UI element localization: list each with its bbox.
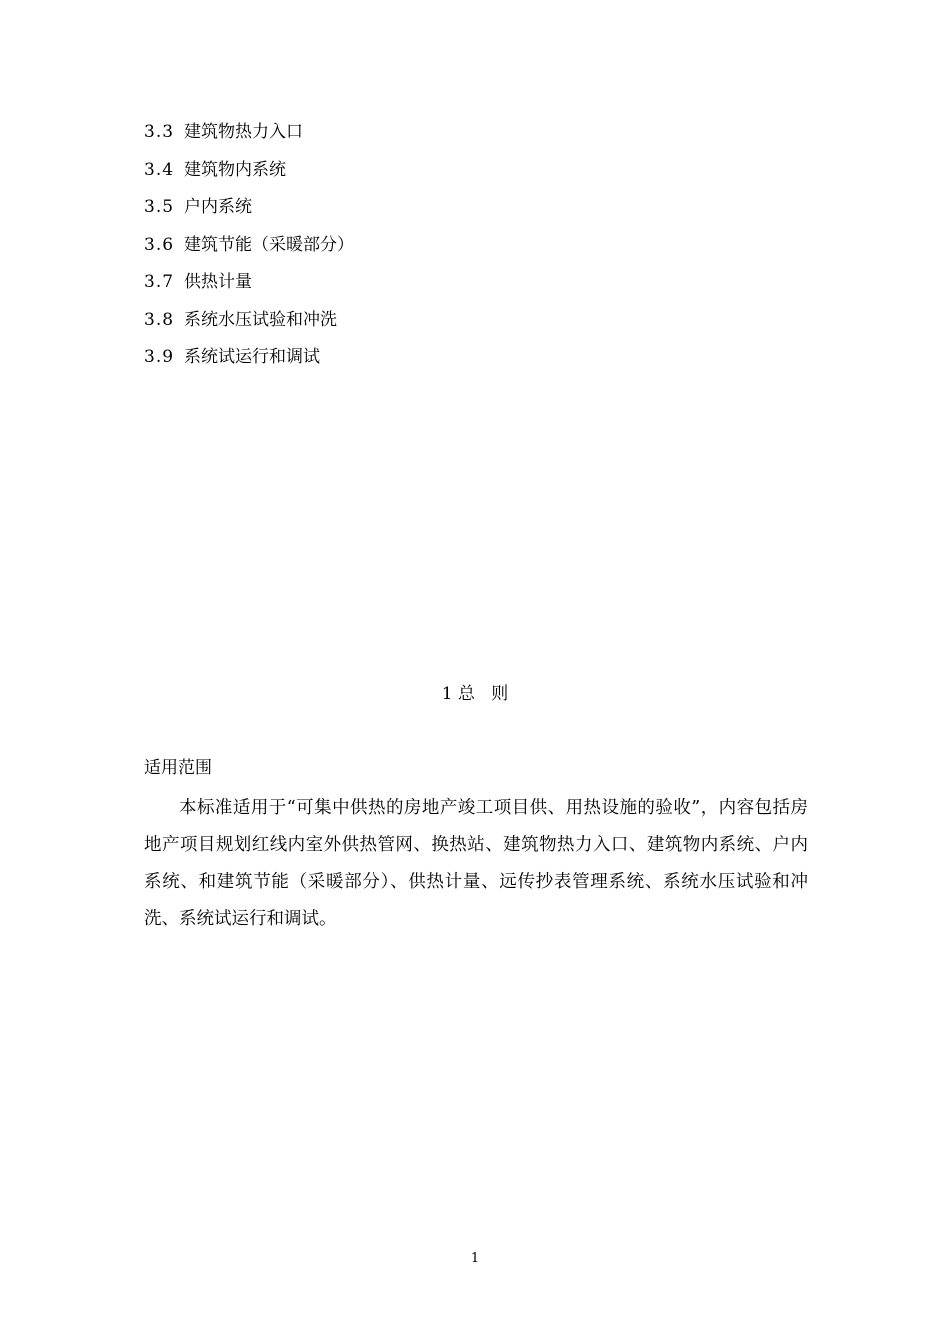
toc-item-3-8 (144, 306, 804, 344)
table-of-contents (144, 118, 804, 381)
toc-item-number: 3.7 (144, 272, 175, 292)
toc-item-3-4 (144, 156, 804, 194)
toc-item-3-3 (144, 118, 804, 156)
toc-item-number: 3.3 (144, 122, 175, 142)
toc-item-number: 3.4 (144, 159, 175, 180)
toc-item-3-5 (144, 193, 804, 231)
toc-item-label: 建筑物热力入口 (184, 122, 303, 142)
toc-item-number: 3.9 (144, 347, 175, 367)
toc-item-label: 系统试运行和调试 (184, 347, 320, 367)
chapter-title: 1 总 则 (441, 684, 509, 704)
toc-item-3-7 (144, 268, 804, 306)
toc-item-number: 3.6 (144, 234, 175, 255)
toc-item-number: 3.5 (144, 197, 175, 217)
section-heading: 适用范围 (144, 758, 212, 778)
toc-item-3-6 (144, 231, 804, 269)
toc-item-label: 系统水压试验和冲洗 (184, 309, 337, 330)
toc-item-3-9 (144, 343, 804, 381)
toc-item-label: 供热计量 (184, 272, 252, 292)
toc-item-label: 户内系统 (184, 197, 252, 217)
toc-item-label: 建筑物内系统 (184, 159, 286, 180)
body-paragraph: 本标准适用于“可集中供热的房地产竣工项目供、用热设施的验收”，内容包括房地产项目规划红线内室外供热管网、换热站、建筑物热力入口、建筑物内系统、户内系统、和建筑节能（采暖部分）、供热计量、远传抄表管理系统、系统水压试验和冲洗、系统试运行和调试。 (144, 798, 808, 929)
page-number: 1 (470, 1251, 480, 1266)
toc-item-label: 建筑节能（采暖部分） (184, 234, 354, 255)
toc-item-number: 3.8 (144, 309, 175, 330)
